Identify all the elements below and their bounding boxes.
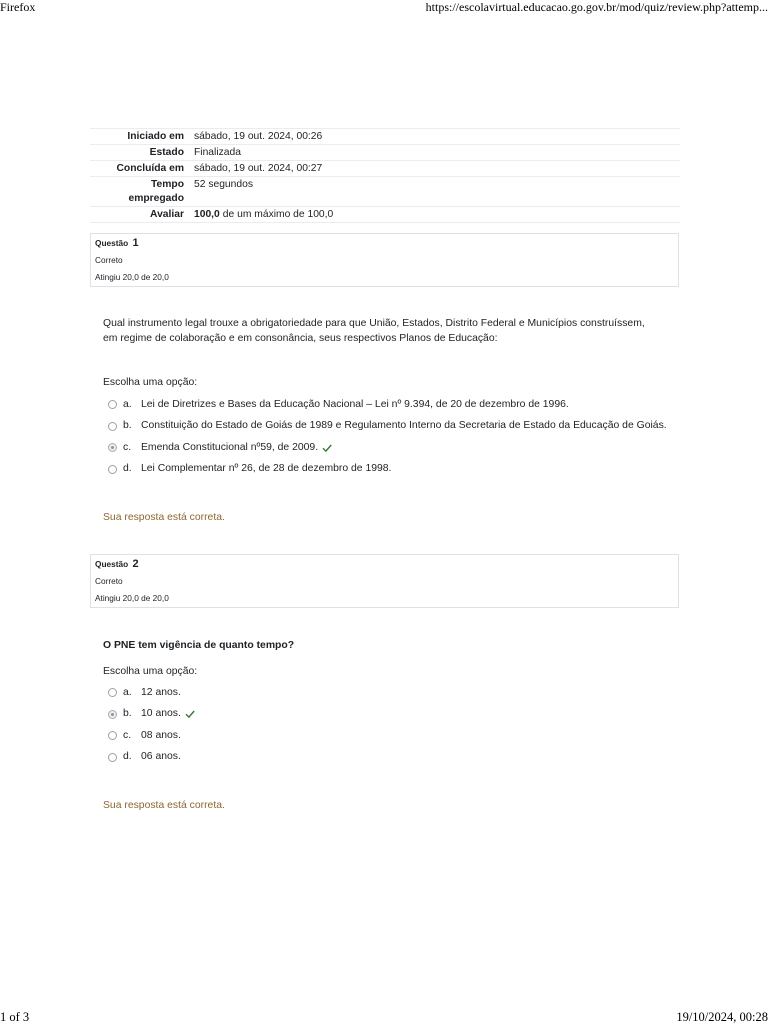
radio-icon[interactable] — [108, 710, 117, 719]
question-state: Correto — [95, 255, 123, 265]
option-letter: a. — [123, 398, 132, 410]
summary-row-time-taken — [90, 176, 680, 206]
option-text: 12 anos. — [141, 686, 181, 698]
option-letter: a. — [123, 686, 132, 698]
question-2-answer-options — [103, 682, 195, 768]
radio-icon[interactable] — [108, 731, 117, 740]
question-2-info-box — [90, 554, 679, 608]
answer-option-d — [103, 747, 195, 769]
summary-value: 52 segundos — [194, 178, 253, 190]
question-label: Questão — [95, 238, 129, 248]
question-1-prompt: Escolha uma opção: — [103, 377, 198, 388]
question-label: Questão — [95, 559, 129, 569]
radio-icon[interactable] — [108, 400, 117, 409]
radio-icon[interactable] — [108, 465, 117, 474]
option-letter: c. — [123, 729, 132, 741]
summary-value: sábado, 19 out. 2024, 00:26 — [194, 130, 323, 142]
question-2-text: O PNE tem vigência de quanto tempo? — [103, 640, 295, 651]
grade-max: de um máximo de 100,0 — [222, 208, 334, 220]
question-number-value: 2 — [132, 558, 139, 570]
check-icon — [322, 443, 332, 453]
radio-icon[interactable] — [108, 753, 117, 762]
answer-option-c — [103, 725, 195, 747]
summary-row-started — [90, 128, 680, 144]
check-icon — [185, 709, 195, 719]
answer-option-a — [103, 394, 667, 416]
option-text: Emenda Constitucional nº59, de 2009. — [141, 441, 319, 453]
question-number-value: 1 — [132, 237, 139, 249]
answer-option-c — [103, 437, 667, 459]
radio-icon[interactable] — [108, 688, 117, 697]
question-grade: Atingiu 20,0 de 20,0 — [95, 593, 169, 603]
answer-option-a — [103, 682, 195, 704]
answer-option-b — [103, 704, 195, 726]
option-text: 06 anos. — [141, 751, 181, 763]
summary-label: Estado — [149, 146, 184, 158]
option-text: Lei Complementar nº 26, de 28 de dezembro de 1998. — [141, 463, 392, 475]
print-header-url: https://escolavirtual.educacao.go.gov.br/mod/quiz/review.php?attemp... — [425, 0, 768, 14]
summary-value: sábado, 19 out. 2024, 00:27 — [194, 162, 323, 174]
option-text: Lei de Diretrizes e Bases da Educação Nacional – Lei nº 9.394, de 20 de dezembro de 1996. — [141, 398, 569, 410]
option-letter: b. — [123, 420, 132, 432]
summary-label: Tempo empregado — [128, 178, 184, 204]
option-text: Constituição do Estado de Goiás de 1989 e Regulamento Interno da Secretaria de Estado da Educação de Goiás. — [141, 420, 667, 432]
question-1-feedback: Sua resposta está correta. — [103, 512, 225, 523]
answer-option-b — [103, 416, 667, 438]
radio-icon[interactable] — [108, 422, 117, 431]
summary-label: Iniciado em — [127, 130, 184, 142]
option-text: 10 anos. — [141, 708, 181, 720]
question-1-answer-options — [103, 394, 667, 480]
print-header-app-name: Firefox — [0, 0, 36, 14]
option-letter: c. — [123, 441, 132, 453]
summary-value — [184, 208, 333, 222]
attempt-summary-table — [90, 128, 680, 223]
radio-icon[interactable] — [108, 443, 117, 452]
option-letter: b. — [123, 708, 132, 720]
grade-score: 100,0 — [194, 208, 220, 220]
question-2-feedback: Sua resposta está correta. — [103, 800, 225, 811]
question-number — [95, 236, 678, 253]
option-letter: d. — [123, 463, 132, 475]
option-letter: d. — [123, 751, 132, 763]
question-2-prompt: Escolha uma opção: — [103, 666, 198, 677]
question-number — [95, 557, 678, 574]
question-state: Correto — [95, 576, 123, 586]
print-footer-date: 19/10/2024, 00:28 — [676, 1010, 768, 1024]
print-footer-page-count: 1 of 3 — [0, 1010, 30, 1024]
question-1-text: Qual instrumento legal trouxe a obrigatoriedade para que União, Estados, Distrito Federal e Municípios construíssem, em regime de colaboração e em consonância, seus respectivos Planos de Educação: — [103, 318, 645, 344]
answer-option-d — [103, 459, 667, 481]
summary-value: Finalizada — [194, 146, 241, 158]
summary-row-completed — [90, 160, 680, 176]
option-text: 08 anos. — [141, 729, 181, 741]
summary-label: Avaliar — [150, 208, 184, 220]
summary-row-state — [90, 144, 680, 160]
summary-label: Concluída em — [116, 162, 184, 174]
summary-row-grade — [90, 206, 680, 222]
question-grade: Atingiu 20,0 de 20,0 — [95, 272, 169, 282]
question-1-info-box — [90, 233, 679, 287]
